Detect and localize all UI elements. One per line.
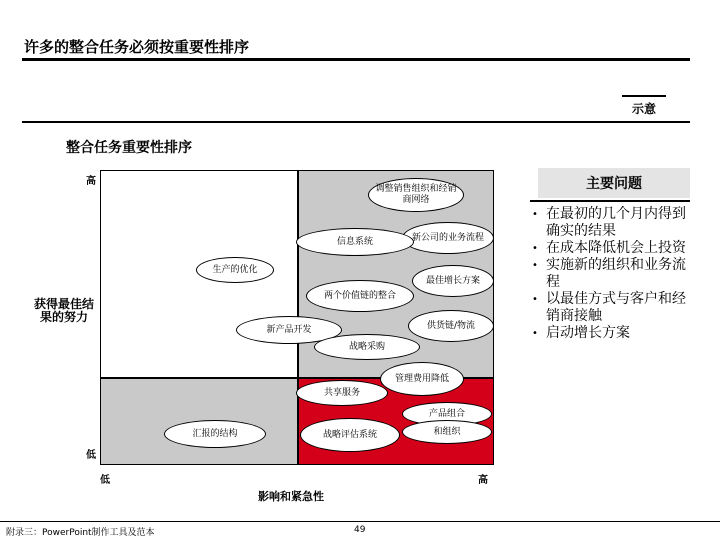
list-item — [532, 291, 692, 325]
task-oval: 管理费用降低 — [380, 362, 464, 396]
title-divider — [22, 58, 690, 61]
list-item — [532, 257, 692, 291]
list-item — [532, 240, 692, 257]
issues-divider — [530, 200, 690, 202]
y-axis-high-label: 高 — [86, 176, 96, 187]
section-divider — [22, 121, 690, 123]
bullet-icon: • — [532, 294, 538, 305]
x-axis-low-label: 低 — [100, 475, 110, 486]
task-oval: 汇报的结构 — [164, 420, 266, 448]
list-item — [532, 325, 692, 342]
bullet-icon: • — [532, 328, 538, 339]
task-oval: 两个价值链的整合 — [306, 280, 414, 312]
y-axis-title: 获得最佳结果的努力 — [34, 297, 95, 324]
chart-subtitle: 整合任务重要性排序 — [66, 140, 192, 156]
task-oval: 战略采购 — [314, 334, 420, 360]
issue-text: 以最佳方式与客户和经销商接触 — [546, 291, 686, 324]
issue-text: 在成本降低机会上投资 — [546, 240, 686, 256]
issue-text: 实施新的组织和业务流程 — [546, 257, 686, 290]
task-oval: 新产品开发 — [236, 316, 342, 344]
task-oval: 和组织 — [402, 420, 492, 444]
illustrative-tag: 示意 — [631, 102, 656, 116]
page-number: 49 — [354, 525, 366, 535]
task-oval: 新公司的业务流程 — [402, 222, 494, 254]
tag-rule — [622, 95, 666, 97]
task-oval: 信息系统 — [296, 228, 414, 256]
task-oval: 战略评估系统 — [300, 418, 400, 452]
x-axis-title: 影响和紧急性 — [258, 490, 324, 503]
footer-source: 附录三：PowerPoint制作工具及范本 — [6, 528, 155, 538]
issue-text: 在最初的几个月内得到确实的结果 — [546, 206, 686, 239]
bullet-icon: • — [532, 209, 538, 220]
bullet-icon: • — [532, 260, 538, 271]
footer-divider — [0, 521, 720, 522]
task-oval: 供货链/物流 — [408, 310, 494, 342]
y-axis-low-label: 低 — [86, 450, 96, 461]
task-oval: 生产的优化 — [196, 257, 274, 283]
list-item — [532, 206, 692, 240]
page-title: 许多的整合任务必须按重要性排序 — [24, 38, 250, 56]
issue-text: 启动增长方案 — [546, 325, 630, 341]
issues-heading: 主要问题 — [538, 168, 690, 198]
task-oval: 调整销售组织和经销商网络 — [368, 178, 464, 212]
task-oval: 产品组合 — [402, 402, 492, 426]
bullet-icon: • — [532, 243, 538, 254]
x-axis-high-label: 高 — [478, 475, 488, 486]
issues-list — [532, 206, 692, 342]
task-oval: 共享服务 — [296, 380, 388, 406]
task-oval: 最佳增长方案 — [412, 265, 494, 297]
